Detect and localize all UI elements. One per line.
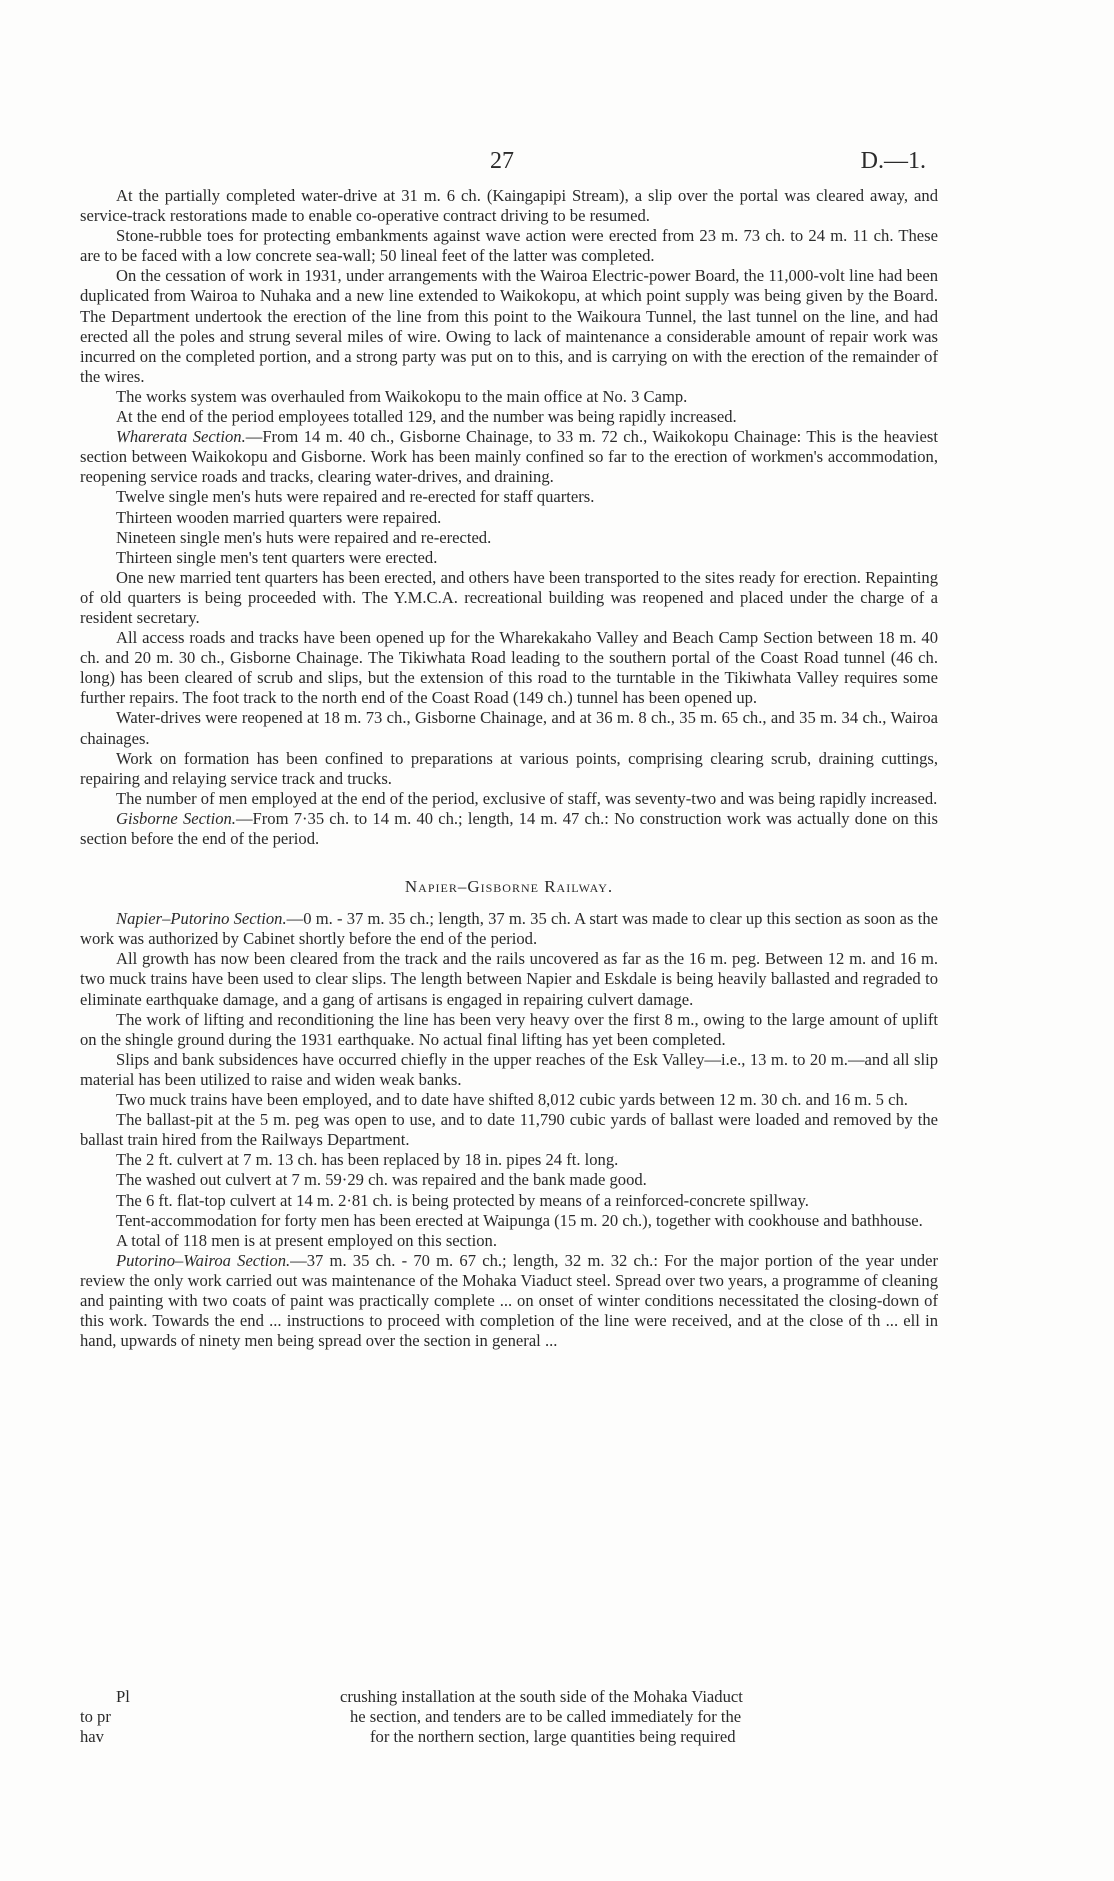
paragraph-text: Slips and bank subsidences have occurred chiefly in the upper reaches of the Esk Valley—i.e., 13 m. to 20 m.—and all slip material has been utilized to raise and widen weak banks.	[80, 1049, 938, 1089]
fragment-text: hav	[80, 1727, 104, 1746]
paragraph	[80, 1170, 938, 1190]
paragraph	[80, 949, 938, 1009]
paragraph	[80, 749, 938, 789]
paragraph-group-1	[80, 186, 938, 849]
section-title: Napier–Putorino Section.	[116, 909, 287, 929]
paragraph-text: One new married tent quarters has been erected, and others have been transported to the sites ready for erection. Repainting of old quarters is being proceeded with. The Y.M.C.A. recreational building was reopened and placed under the charge of a resident secretary.	[80, 567, 938, 627]
page-header	[0, 148, 1114, 178]
section-title: Wharerata Section.	[116, 427, 246, 447]
paragraph-text: The washed out culvert at 7 m. 59·29 ch. was repaired and the bank made good.	[116, 1170, 647, 1190]
fragment-text: to pr	[80, 1707, 111, 1726]
paragraph-group-2	[80, 909, 938, 1351]
paragraph	[80, 568, 938, 628]
paragraph	[80, 487, 938, 507]
paragraph-text: —From 7·35 ch. to 14 m. 40 ch.; length, 14 m. 47 ch.: No construction work was actually done on this section before the end of the period.	[80, 808, 939, 848]
section-title: Gisborne Section.	[116, 808, 236, 828]
paragraph-text: Nineteen single men's huts were repaired and re-erected.	[116, 527, 492, 547]
paragraph	[80, 1211, 938, 1231]
paragraph	[80, 1110, 938, 1150]
paragraph	[80, 528, 938, 548]
paragraph	[80, 1090, 938, 1110]
paragraph-text: The 2 ft. culvert at 7 m. 13 ch. has been replaced by 18 in. pipes 24 ft. long.	[116, 1150, 619, 1170]
paragraph	[80, 628, 938, 708]
paragraph	[80, 186, 938, 226]
paragraph-text: A total of 118 men is at present employed on this section.	[116, 1230, 497, 1250]
paragraph	[80, 427, 938, 487]
paragraph	[80, 508, 938, 528]
paragraph	[80, 1050, 938, 1090]
paragraph	[80, 266, 938, 387]
fragment-text: Pl	[116, 1687, 130, 1706]
document-reference: D.—1.	[860, 148, 926, 174]
paragraph-text: —37 m. 35 ch. - 70 m. 67 ch.; length, 32 m. 32 ch.: For the major portion of the year under review the only work carried out was maintenance of the Mohaka Viaduct steel. Spread over two years, a programme of cleaning and painting with two coats of paint was practically complete ... on onset of winter conditions necessitated the closing-down of this work. Towards the end ... instructions to proceed with completion of the line were received, and at the close of th ... ell in hand, upwards of ninety men being spread over the section in general ...	[80, 1250, 938, 1351]
paragraph-text: All access roads and tracks have been opened up for the Wharekakaho Valley and Beach Camp Section between 18 m. 40 ch. and 20 m. 30 ch., Gisborne Chainage. The Tikiwhata Road leading to the southern portal of the Coast Road tunnel (46 ch. long) has been cleared of scrub and slips, but the extension of this road to the turntable in the Tikiwhata Valley requires some further repairs. The foot track to the north end of the Coast Road (149 ch.) tunnel has been opened up.	[80, 628, 938, 708]
paragraph-text: At the end of the period employees totalled 129, and the number was being rapidly increased.	[116, 407, 737, 427]
paragraph-text: Thirteen wooden married quarters were repaired.	[116, 507, 442, 527]
paragraph-text: The work of lifting and reconditioning the line has been very heavy over the first 8 m., owing to the large amount of uplift on the shingle ground during the 1931 earthquake. No actual final lifting has yet been completed.	[80, 1009, 938, 1049]
paragraph	[80, 1251, 938, 1351]
paragraph-text: Two muck trains have been employed, and to date have shifted 8,012 cubic yards between 12 m. 30 ch. and 16 m. 5 ch.	[116, 1090, 908, 1110]
paragraph-text: Twelve single men's huts were repaired and re-erected for staff quarters.	[116, 487, 595, 507]
fragment-text: he section, and tenders are to be called immediately for the	[350, 1707, 742, 1726]
paragraph	[80, 789, 938, 809]
paragraph-text: Tent-accommodation for forty men has been erected at Waipunga (15 m. 20 ch.), together with cookhouse and bathhouse.	[116, 1210, 923, 1230]
fragment-text: crushing installation at the south side of the Mohaka Viaduct	[340, 1687, 743, 1706]
paragraph-text: Thirteen single men's tent quarters were erected.	[116, 547, 438, 567]
paragraph-text: Work on formation has been confined to preparations at various points, comprising clearing scrub, draining cuttings, repairing and relaying service track and trucks.	[80, 748, 938, 788]
paragraph	[80, 809, 938, 849]
paragraph-text: The works system was overhauled from Waikokopu to the main office at No. 3 Camp.	[116, 386, 688, 406]
paragraph-text: Stone-rubble toes for protecting embankments against wave action were erected from 23 m. 73 ch. to 24 m. 11 ch. These are to be faced with a low concrete sea-wall; 50 lineal feet of the latter was completed.	[80, 226, 938, 266]
paragraph-text: The 6 ft. flat-top culvert at 14 m. 2·81 ch. is being protected by means of a reinforced-concrete spillway.	[116, 1190, 809, 1210]
paragraph	[80, 1010, 938, 1050]
paragraph	[80, 226, 938, 266]
paragraph	[80, 1150, 938, 1170]
paragraph	[80, 387, 938, 407]
paragraph-text: All growth has now been cleared from the track and the rails uncovered as far as the 16 m. peg. Between 12 m. and 16 m. two muck trains have been used to clear slips. The length between Napier and Eskdale is being heavily ballasted and regraded to eliminate earthquake damage, and a gang of artisans is engaged in repairing culvert damage.	[80, 949, 938, 1009]
paragraph	[80, 1191, 938, 1211]
paragraph-text: Water-drives were reopened at 18 m. 73 ch., Gisborne Chainage, and at 36 m. 8 ch., 35 m. 65 ch., and 35 m. 34 ch., Wairoa chainages.	[80, 708, 938, 748]
paragraph	[80, 909, 938, 949]
paragraph-text: The ballast-pit at the 5 m. peg was open to use, and to date 11,790 cubic yards of ballast were loaded and removed by the ballast train hired from the Railways Department.	[80, 1110, 938, 1150]
paragraph-text: —0 m. - 37 m. 35 ch.; length, 37 m. 35 ch. A start was made to clear up this section as soon as the work was authorized by Cabinet shortly before the end of the period.	[80, 909, 938, 949]
paragraph	[80, 708, 938, 748]
paragraph-text: The number of men employed at the end of the period, exclusive of staff, was seventy-two and was being rapidly increased.	[116, 788, 938, 808]
paragraph	[80, 548, 938, 568]
page-number: 27	[490, 148, 514, 174]
fragment-text: for the northern section, large quantities being required	[370, 1727, 736, 1746]
document-body	[80, 186, 938, 1351]
paragraph-text: At the partially completed water-drive at 31 m. 6 ch. (Kaingapipi Stream), a slip over the portal was cleared away, and service-track restorations made to enable co-operative contract driving to be resumed.	[80, 186, 938, 226]
section-heading: Napier–Gisborne Railway.	[404, 877, 614, 897]
paragraph-text: On the cessation of work in 1931, under arrangements with the Wairoa Electric-power Board, the 11,000-volt line had been duplicated from Wairoa to Nuhaka and a new line extended to Waikokopu, at which point supply was being given by the Board. The Department undertook the erection of the line from this point to the Waikoura Tunnel, the last tunnel on the line, and had erected all the poles and strung several miles of wire. Owing to lack of maintenance a considerable amount of repair work was incurred on the completed portion, and a strong party was put on to this, and is carrying on with the erection of the remainder of the wires.	[80, 266, 938, 386]
paragraph-text: —From 14 m. 40 ch., Gisborne Chainage, to 33 m. 72 ch., Waikokopu Chainage: This is the heaviest section between Waikokopu and Gisborne. Work has been mainly confined so far to the erection of workmen's accommodation, reopening service roads and tracks, clearing water-drives, and draining.	[80, 427, 938, 487]
section-title: Putorino–Wairoa Section.	[116, 1250, 291, 1270]
paragraph	[80, 1231, 938, 1251]
paragraph	[80, 407, 938, 427]
